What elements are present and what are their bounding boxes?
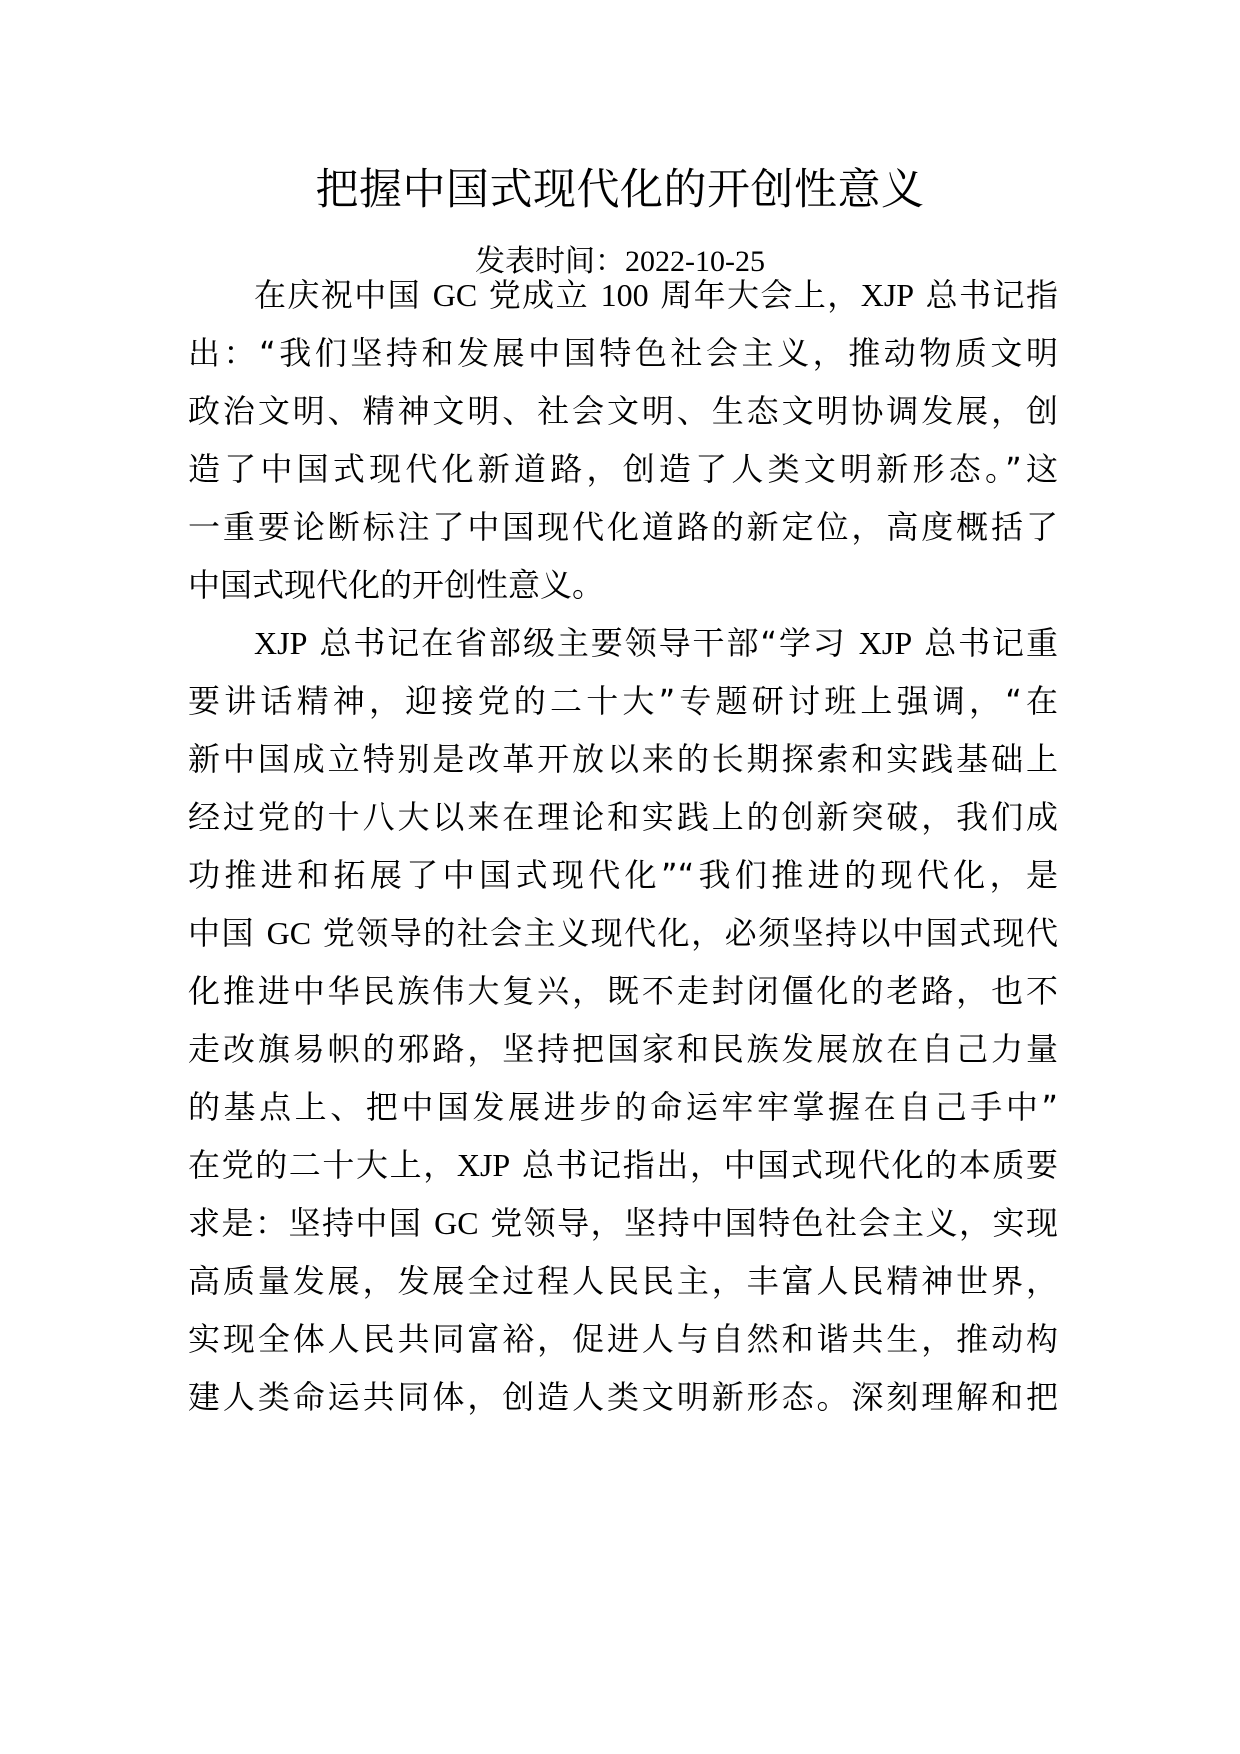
paragraph-2-line-10: 在党的二十大上，XJP 总书记指出，中国式现代化的本质要 xyxy=(188,1146,1058,1184)
paragraph-2-line-6: 中国 GC 党领导的社会主义现代化，必须坚持以中国式现代 xyxy=(188,914,1058,952)
publish-date-value: 2022-10-25 xyxy=(625,245,765,278)
paragraph-1-line-2: 出：“我们坚持和发展中国特色社会主义，推动物质文明 xyxy=(188,334,1058,372)
paragraph-2-line-1: XJP 总书记在省部级主要领导干部“学习 XJP 总书记重 xyxy=(254,624,1058,662)
paragraph-2-line-3: 新中国成立特别是改革开放以来的长期探索和实践基础上 xyxy=(188,740,1058,778)
paragraph-2-line-13: 实现全体人民共同富裕，促进人与自然和谐共生，推动构 xyxy=(188,1320,1058,1358)
paragraph-1-line-5: 一重要论断标注了中国现代化道路的新定位，高度概括了 xyxy=(188,508,1058,546)
page-title: 把握中国式现代化的开创性意义 xyxy=(315,165,925,215)
paragraph-1-line-4: 造了中国式现代化新道路，创造了人类文明新形态。”这 xyxy=(188,450,1058,488)
paragraph-2-line-12: 高质量发展，发展全过程人民民主，丰富人民精神世界， xyxy=(188,1262,1058,1300)
paragraph-1-line-1: 在庆祝中国 GC 党成立 100 周年大会上，XJP 总书记指 xyxy=(254,276,1058,314)
paragraph-2-line-5: 功推进和拓展了中国式现代化”“我们推进的现代化，是 xyxy=(188,856,1058,894)
paragraph-2-line-8: 走改旗易帜的邪路，坚持把国家和民族发展放在自己力量 xyxy=(188,1030,1058,1068)
paragraph-2-line-2: 要讲话精神，迎接党的二十大”专题研讨班上强调，“在 xyxy=(188,682,1058,720)
paragraph-2-line-9: 的基点上、把中国发展进步的命运牢牢掌握在自己手中” xyxy=(188,1088,1058,1126)
paragraph-2-line-11: 求是：坚持中国 GC 党领导，坚持中国特色社会主义，实现 xyxy=(188,1204,1058,1242)
paragraph-1-line-6: 中国式现代化的开创性意义。 xyxy=(188,566,605,604)
publish-date-label: 发表时间： xyxy=(475,244,625,279)
paragraph-2-line-14: 建人类命运共同体，创造人类文明新形态。深刻理解和把 xyxy=(188,1378,1058,1416)
paragraph-1-line-3: 政治文明、精神文明、社会文明、生态文明协调发展，创 xyxy=(188,392,1058,430)
paragraph-2-line-7: 化推进中华民族伟大复兴，既不走封闭僵化的老路，也不 xyxy=(188,972,1058,1010)
paragraph-2-line-4: 经过党的十八大以来在理论和实践上的创新突破，我们成 xyxy=(188,798,1058,836)
